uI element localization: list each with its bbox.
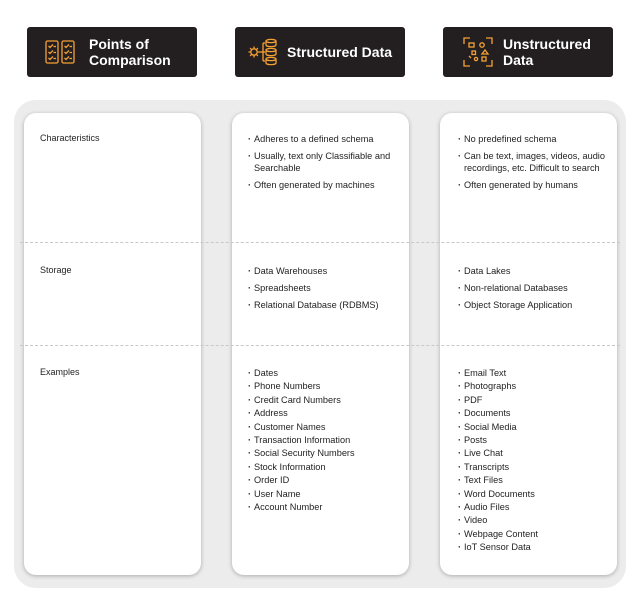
list-item: · User Name (248, 488, 398, 500)
list-item: · Often generated by humans (458, 179, 610, 191)
list-item: · Data Warehouses (248, 265, 398, 277)
list-item: · Video (458, 514, 610, 526)
header-unstructured-title (503, 36, 591, 68)
list-item: · Account Number (248, 501, 398, 513)
header-unstructured-line2: Data (503, 52, 534, 68)
list-item: · Non-relational Databases (458, 282, 610, 294)
list-item: · No predefined schema (458, 133, 610, 145)
list-item: · Webpage Content (458, 528, 610, 540)
list-item: · Social Security Numbers (248, 447, 398, 459)
header-unstructured-line1: Unstructured (503, 36, 591, 52)
list-item: · Email Text (458, 367, 610, 379)
list-item: · Credit Card Numbers (248, 394, 398, 406)
scattered-data-icon (463, 37, 493, 67)
header-structured-data (235, 27, 405, 77)
header-unstructured-data (443, 27, 613, 77)
list-item: · Address (248, 407, 398, 419)
list-item: · Data Lakes (458, 265, 610, 277)
list-item: · Order ID (248, 474, 398, 486)
unstructured-storage-list (458, 265, 610, 316)
row-label-characteristics: Characteristics (40, 133, 100, 143)
structured-characteristics-list (248, 133, 398, 196)
list-item: · Often generated by machines (248, 179, 398, 191)
list-item: · IoT Sensor Data (458, 541, 610, 553)
gear-database-icon (247, 37, 277, 67)
list-item: · Can be text, images, videos, audio recordings, etc. Difficult to search (458, 150, 610, 174)
header-comparison-title (89, 36, 171, 68)
row-divider (20, 242, 620, 243)
row-divider (20, 345, 620, 346)
unstructured-characteristics-list (458, 133, 610, 196)
header-comparison-line2: Comparison (89, 52, 171, 68)
list-item: · Text Files (458, 474, 610, 486)
structured-storage-list (248, 265, 398, 316)
list-item: · Phone Numbers (248, 380, 398, 392)
list-item: · Transaction Information (248, 434, 398, 446)
list-item: · Documents (458, 407, 610, 419)
header-structured-title: Structured Data (287, 44, 393, 60)
list-item: · Customer Names (248, 421, 398, 433)
header-points-of-comparison (27, 27, 197, 77)
structured-examples-list (248, 367, 398, 514)
row-label-examples: Examples (40, 367, 80, 377)
list-item: · Audio Files (458, 501, 610, 513)
list-item: · PDF (458, 394, 610, 406)
list-item: · Social Media (458, 421, 610, 433)
header-comparison-line1: Points of (89, 36, 149, 52)
list-item: · Transcripts (458, 461, 610, 473)
row-label-storage: Storage (40, 265, 72, 275)
list-item: · Live Chat (458, 447, 610, 459)
list-item: · Word Documents (458, 488, 610, 500)
checklist-icon (45, 39, 75, 65)
list-item: · Object Storage Application (458, 299, 610, 311)
column-points (24, 113, 201, 575)
list-item: · Posts (458, 434, 610, 446)
unstructured-examples-list (458, 367, 610, 554)
list-item: · Dates (248, 367, 398, 379)
list-item: · Usually, text only Classifiable and Searchable (248, 150, 398, 174)
list-item: · Adheres to a defined schema (248, 133, 398, 145)
list-item: · Spreadsheets (248, 282, 398, 294)
list-item: · Stock Information (248, 461, 398, 473)
list-item: · Photographs (458, 380, 610, 392)
list-item: · Relational Database (RDBMS) (248, 299, 398, 311)
